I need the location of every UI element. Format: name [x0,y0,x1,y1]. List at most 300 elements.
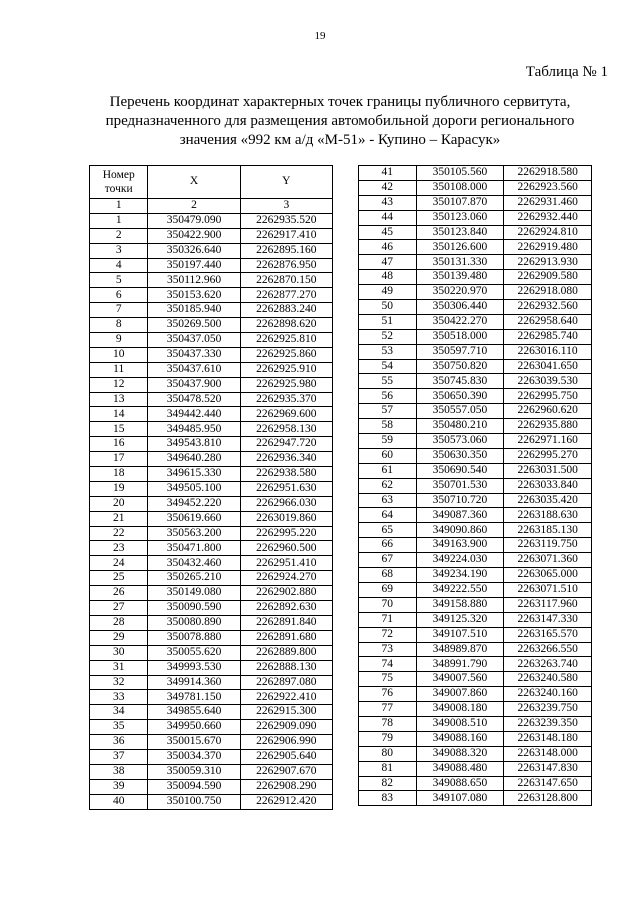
table-row [359,731,592,746]
cell-y: 2262995.750 [504,389,592,404]
cell-y: 2263128.800 [504,791,592,806]
table-row [359,627,592,642]
cell-point-number: 17 [90,452,148,467]
cell-point-number: 9 [90,333,148,348]
cell-x: 349087.360 [416,508,504,523]
cell-y: 2263019.860 [240,511,332,526]
cell-x: 349125.320 [416,612,504,627]
cell-point-number: 47 [359,255,417,270]
cell-point-number: 6 [90,288,148,303]
cell-point-number: 41 [359,166,417,181]
cell-point-number: 1 [90,213,148,228]
cell-point-number: 81 [359,761,417,776]
cell-point-number: 28 [90,615,148,630]
cell-point-number: 62 [359,478,417,493]
table-row [359,716,592,731]
cell-point-number: 58 [359,419,417,434]
cell-y: 2262925.910 [240,362,332,377]
cell-point-number: 72 [359,627,417,642]
table-row [90,377,333,392]
table-row [359,523,592,538]
cell-x: 348991.790 [416,657,504,672]
cell-y: 2263071.360 [504,553,592,568]
cell-point-number: 30 [90,645,148,660]
cell-point-number: 50 [359,300,417,315]
cell-point-number: 2 [90,228,148,243]
cell-x: 350059.310 [148,764,240,779]
table-row [359,359,592,374]
cell-point-number: 35 [90,720,148,735]
table-row [359,612,592,627]
cell-point-number: 53 [359,344,417,359]
cell-y: 2262905.640 [240,749,332,764]
cell-point-number: 18 [90,467,148,482]
cell-y: 2262960.500 [240,541,332,556]
table-row [90,258,333,273]
table-row [90,571,333,586]
cell-y: 2262917.410 [240,228,332,243]
cell-y: 2263039.530 [504,374,592,389]
cell-point-number: 12 [90,377,148,392]
table-row [359,597,592,612]
column-index-y: 3 [240,199,332,214]
table-row [90,437,333,452]
table-row [90,318,333,333]
cell-point-number: 4 [90,258,148,273]
cell-y: 2262925.860 [240,347,332,362]
table-row [359,255,592,270]
cell-point-number: 63 [359,493,417,508]
cell-point-number: 83 [359,791,417,806]
table-row [359,538,592,553]
cell-x: 350080.890 [148,615,240,630]
cell-x: 349485.950 [148,422,240,437]
cell-y: 2262935.370 [240,392,332,407]
table-row [359,419,592,434]
table-row [90,303,333,318]
cell-y: 2262895.160 [240,243,332,258]
cell-x: 350326.640 [148,243,240,258]
document-title [60,93,620,150]
table-row [359,300,592,315]
cell-x: 350090.590 [148,601,240,616]
cell-y: 2263147.650 [504,776,592,791]
cell-x: 349234.190 [416,568,504,583]
table-row [359,493,592,508]
table-row [359,329,592,344]
table-row [90,601,333,616]
cell-point-number: 25 [90,571,148,586]
cell-y: 2262891.680 [240,630,332,645]
cell-y: 2262925.980 [240,377,332,392]
cell-y: 2262912.420 [240,794,332,809]
table-row [359,478,592,493]
table-row [90,347,333,362]
cell-y: 2262877.270 [240,288,332,303]
table-row [90,481,333,496]
cell-y: 2263119.750 [504,538,592,553]
cell-x: 349008.180 [416,702,504,717]
cell-x: 350650.390 [416,389,504,404]
table-row [359,166,592,181]
table-row [90,705,333,720]
cell-x: 349107.080 [416,791,504,806]
cell-y: 2263239.350 [504,716,592,731]
table-row [359,434,592,449]
cell-point-number: 11 [90,362,148,377]
table-row [359,657,592,672]
table-row [90,362,333,377]
cell-x: 349222.550 [416,582,504,597]
cell-y: 2263239.750 [504,702,592,717]
cell-point-number: 57 [359,404,417,419]
cell-x: 350437.330 [148,347,240,362]
cell-y: 2262889.800 [240,645,332,660]
cell-x: 350432.460 [148,556,240,571]
cell-point-number: 37 [90,749,148,764]
cell-x: 350197.440 [148,258,240,273]
cell-x: 349088.160 [416,731,504,746]
title-line: значения «992 км а/д «М-51» - Купино – Карасук» [179,132,501,148]
cell-y: 2263117.960 [504,597,592,612]
cell-y: 2263041.650 [504,359,592,374]
cell-x: 350131.330 [416,255,504,270]
cell-point-number: 55 [359,374,417,389]
cell-y: 2262923.560 [504,180,592,195]
table-row [359,702,592,717]
cell-x: 349008.510 [416,716,504,731]
cell-point-number: 24 [90,556,148,571]
table-body-right [359,166,592,806]
cell-y: 2262922.410 [240,690,332,705]
cell-x: 350479.090 [148,213,240,228]
cell-x: 349855.640 [148,705,240,720]
cell-y: 2262898.620 [240,318,332,333]
title-line: предназначенного для размещения автомобильной дороги регионального [105,113,575,129]
table-header-row [90,166,333,199]
cell-y: 2262947.720 [240,437,332,452]
coordinates-table-left [89,165,333,810]
cell-point-number: 67 [359,553,417,568]
cell-x: 350518.000 [416,329,504,344]
table-row [359,344,592,359]
cell-x: 349158.880 [416,597,504,612]
cell-y: 2263148.000 [504,746,592,761]
cell-x: 349505.100 [148,481,240,496]
table-row [359,642,592,657]
table-row [90,407,333,422]
cell-point-number: 31 [90,660,148,675]
cell-x: 349163.900 [416,538,504,553]
cell-x: 349640.280 [148,452,240,467]
cell-y: 2262924.270 [240,571,332,586]
cell-x: 350107.870 [416,195,504,210]
cell-x: 350563.200 [148,526,240,541]
cell-y: 2263263.740 [504,657,592,672]
cell-y: 2263065.000 [504,568,592,583]
table-row [359,270,592,285]
cell-y: 2262909.090 [240,720,332,735]
cell-y: 2262969.600 [240,407,332,422]
cell-y: 2262918.080 [504,285,592,300]
cell-x: 350105.560 [416,166,504,181]
cell-point-number: 69 [359,582,417,597]
table-row [359,225,592,240]
cell-y: 2263148.180 [504,731,592,746]
cell-x: 350573.060 [416,434,504,449]
cell-point-number: 46 [359,240,417,255]
cell-x: 350078.880 [148,630,240,645]
cell-y: 2263240.580 [504,672,592,687]
table-row [90,511,333,526]
cell-x: 350422.900 [148,228,240,243]
cell-x: 350306.440 [416,300,504,315]
table-row [359,285,592,300]
cell-y: 2262897.080 [240,675,332,690]
cell-y: 2262902.880 [240,586,332,601]
cell-x: 350100.750 [148,794,240,809]
cell-y: 2263147.330 [504,612,592,627]
cell-x: 350750.820 [416,359,504,374]
cell-x: 349090.860 [416,523,504,538]
cell-y: 2262909.580 [504,270,592,285]
cell-point-number: 23 [90,541,148,556]
cell-y: 2262938.580 [240,467,332,482]
cell-y: 2262932.440 [504,210,592,225]
cell-point-number: 16 [90,437,148,452]
cell-y: 2262918.580 [504,166,592,181]
cell-point-number: 75 [359,672,417,687]
cell-y: 2262935.880 [504,419,592,434]
cell-y: 2262995.270 [504,448,592,463]
cell-y: 2262958.640 [504,314,592,329]
table-row [90,615,333,630]
cell-x: 348989.870 [416,642,504,657]
cell-point-number: 19 [90,481,148,496]
cell-x: 349543.810 [148,437,240,452]
cell-x: 350710.720 [416,493,504,508]
cell-point-number: 27 [90,601,148,616]
table-row [359,568,592,583]
cell-point-number: 44 [359,210,417,225]
cell-y: 2262935.520 [240,213,332,228]
cell-point-number: 48 [359,270,417,285]
cell-point-number: 56 [359,389,417,404]
table-row [90,749,333,764]
cell-x: 349107.510 [416,627,504,642]
cell-x: 350034.370 [148,749,240,764]
table-row [359,448,592,463]
cell-x: 350123.840 [416,225,504,240]
cell-x: 350478.520 [148,392,240,407]
table-row [90,541,333,556]
table-row [90,586,333,601]
cell-x: 350123.060 [416,210,504,225]
cell-y: 2263033.840 [504,478,592,493]
cell-point-number: 61 [359,463,417,478]
column-header-y: Y [240,166,332,199]
cell-point-number: 82 [359,776,417,791]
table-row [359,180,592,195]
cell-x: 349452.220 [148,496,240,511]
cell-x: 350557.050 [416,404,504,419]
cell-x: 350015.670 [148,735,240,750]
table-row [359,672,592,687]
cell-x: 350153.620 [148,288,240,303]
cell-x: 349088.320 [416,746,504,761]
cell-y: 2262960.620 [504,404,592,419]
cell-x: 350126.600 [416,240,504,255]
cell-point-number: 29 [90,630,148,645]
table-row [90,630,333,645]
cell-point-number: 49 [359,285,417,300]
cell-x: 350149.080 [148,586,240,601]
cell-y: 2262951.630 [240,481,332,496]
cell-y: 2263266.550 [504,642,592,657]
cell-y: 2262892.630 [240,601,332,616]
table-row [90,467,333,482]
table-row [90,333,333,348]
cell-x: 350471.800 [148,541,240,556]
cell-point-number: 14 [90,407,148,422]
table-row [90,675,333,690]
table-row [359,687,592,702]
cell-x: 350055.620 [148,645,240,660]
table-row [359,195,592,210]
cell-point-number: 52 [359,329,417,344]
cell-x: 350630.350 [416,448,504,463]
cell-y: 2263240.160 [504,687,592,702]
cell-x: 350112.960 [148,273,240,288]
cell-y: 2262870.150 [240,273,332,288]
table-row [90,794,333,809]
table-row [359,582,592,597]
cell-x: 350701.530 [416,478,504,493]
cell-point-number: 36 [90,735,148,750]
cell-x: 349224.030 [416,553,504,568]
table-body-left [90,213,333,809]
page-number: 19 [314,30,326,42]
table-row [90,273,333,288]
cell-y: 2262906.990 [240,735,332,750]
cell-point-number: 3 [90,243,148,258]
title-line: Перечень координат характерных точек границы публичного сервитута, [109,94,571,110]
cell-y: 2262908.290 [240,779,332,794]
cell-y: 2262995.220 [240,526,332,541]
cell-x: 349007.560 [416,672,504,687]
cell-y: 2263035.420 [504,493,592,508]
cell-x: 350690.540 [416,463,504,478]
cell-x: 350265.210 [148,571,240,586]
table-row [359,553,592,568]
cell-point-number: 5 [90,273,148,288]
table-row [90,392,333,407]
table-row [359,389,592,404]
cell-point-number: 10 [90,347,148,362]
cell-x: 349088.480 [416,761,504,776]
cell-point-number: 26 [90,586,148,601]
cell-point-number: 78 [359,716,417,731]
cell-x: 350437.900 [148,377,240,392]
cell-point-number: 66 [359,538,417,553]
cell-y: 2262907.670 [240,764,332,779]
cell-x: 350480.210 [416,419,504,434]
header-num-line: Номер [102,169,135,181]
table-row [90,496,333,511]
cell-point-number: 80 [359,746,417,761]
coordinates-table-right [358,165,592,806]
cell-point-number: 13 [90,392,148,407]
column-index-num: 1 [90,199,148,214]
cell-point-number: 65 [359,523,417,538]
cell-point-number: 20 [90,496,148,511]
cell-y: 2263016.110 [504,344,592,359]
cell-y: 2262971.160 [504,434,592,449]
cell-point-number: 59 [359,434,417,449]
cell-y: 2263165.570 [504,627,592,642]
table-row [359,404,592,419]
table-row [90,288,333,303]
cell-x: 350437.050 [148,333,240,348]
cell-point-number: 70 [359,597,417,612]
cell-point-number: 8 [90,318,148,333]
cell-x: 350745.830 [416,374,504,389]
cell-point-number: 40 [90,794,148,809]
cell-x: 349950.660 [148,720,240,735]
cell-x: 350619.660 [148,511,240,526]
cell-x: 350422.270 [416,314,504,329]
table-row [90,735,333,750]
cell-y: 2262883.240 [240,303,332,318]
cell-point-number: 60 [359,448,417,463]
cell-y: 2262931.460 [504,195,592,210]
table-row [359,210,592,225]
cell-point-number: 39 [90,779,148,794]
cell-y: 2262932.560 [504,300,592,315]
table-row [90,452,333,467]
cell-point-number: 54 [359,359,417,374]
cell-y: 2262924.810 [504,225,592,240]
table-row [90,720,333,735]
cell-x: 350220.970 [416,285,504,300]
cell-point-number: 51 [359,314,417,329]
cell-x: 349615.330 [148,467,240,482]
cell-x: 350139.480 [416,270,504,285]
cell-x: 349993.530 [148,660,240,675]
table-row [90,645,333,660]
cell-point-number: 22 [90,526,148,541]
cell-y: 2262915.300 [240,705,332,720]
table-row [90,690,333,705]
cell-y: 2262958.130 [240,422,332,437]
header-num-line: точки [104,183,133,195]
table-index-row [90,199,333,214]
table-row [359,240,592,255]
table-row [90,422,333,437]
cell-point-number: 21 [90,511,148,526]
table-row [90,213,333,228]
cell-point-number: 15 [90,422,148,437]
table-row [90,526,333,541]
cell-point-number: 38 [90,764,148,779]
table-row [359,374,592,389]
cell-y: 2262951.410 [240,556,332,571]
table-row [359,508,592,523]
column-header-point-number [90,166,148,199]
table-row [359,314,592,329]
cell-y: 2262913.930 [504,255,592,270]
cell-y: 2263188.630 [504,508,592,523]
